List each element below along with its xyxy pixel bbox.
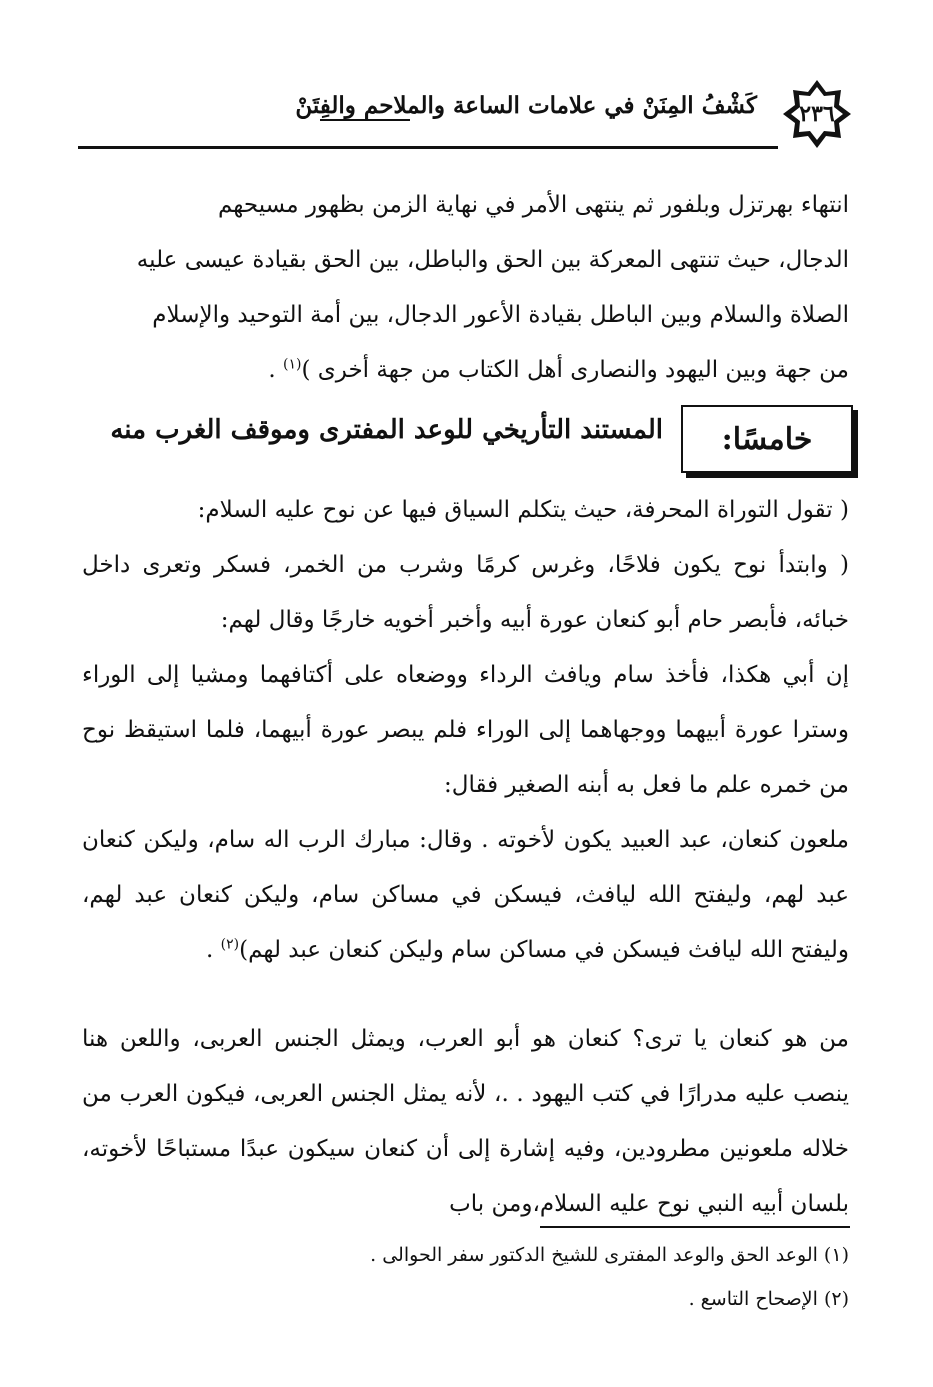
- footnote-1: (١) الوعد الحق والوعد المفترى للشيخ الدكتور سفر الحوالى .: [370, 1244, 849, 1266]
- final-paragraph: [82, 1012, 849, 1232]
- intro-paragraph: [82, 178, 849, 398]
- scripture-quote: [82, 483, 849, 978]
- curse-paragraph: [82, 813, 849, 978]
- footnote-2: (٢) الإصحاح التاسع .: [688, 1288, 849, 1310]
- section-label-box: خامسًا:: [681, 405, 853, 473]
- final-text: من هو كنعان يا ترى؟ كنعان هو أبو العرب، ويمثل الجنس العربى، واللعن هنا ينصب عليه مدرارًا في كتب اليهود . .، لأنه يمثل الجنس العربى، فيكون العرب من خلاله ملعونين مطرودين، وفيه إشارة إلى أن كنعان سيكون عبدًا مستباحًا لأخوته، بلسان أبيه النبي نوح عليه السلام،ومن باب: [82, 1026, 850, 1217]
- book-title: كَشْفُ المِنَنْ في علامات الساعة والملاحم والفِتَنْ: [295, 92, 757, 119]
- intro-line-text: من جهة وبين اليهود والنصارى أهل الكتاب من جهة أخرى ): [301, 357, 849, 383]
- intro-line-end: .: [268, 357, 284, 383]
- section-title: المستند التأريخي للوعد المفترى وموقف الغرب منه: [110, 415, 663, 445]
- footnote-ref: (٢): [220, 936, 240, 953]
- intro-line: [82, 343, 849, 398]
- quote-paragraph: ( تقول التوراة المحرفة، حيث يتكلم السياق فيها عن نوح عليه السلام:: [197, 497, 849, 523]
- quote-paragraph: ( وابتدأ نوح يكون فلاحًا، وغرس كرمًا وشرب من الخمر، فسكر وتعرى داخل خبائه، فأبصر حام أبو كنعان عورة أبيه وأخبر أخويه خارجًا وقال لهم:: [82, 552, 849, 633]
- page-number: ٢٣٦: [799, 101, 835, 127]
- curse-text: ملعون كنعان، عبد العبيد يكون لأخوته . وقال: مبارك الرب اله سام، وليكن كنعان عبد لهم، وليفتح الله ليافث، فيسكن في مساكن سام، وليكن كنعان عبد لهم، وليفتح الله ليافث فيسكن في مساكن سام وليكن كنعان عبد لهم): [82, 827, 849, 963]
- footnote-ref: (١): [283, 356, 302, 373]
- quote-paragraph: إن أبي هكذا، فأخذ سام ويافث الرداء ووضعاه على أكتافهما ومشيا إلى الوراء وسترا عورة أبيهما ووجهاهما إلى الوراء فلم يبصر عورة أبيهما، فلما استيقظ نوح من خمره علم ما فعل به أبنه الصغير فقال:: [82, 662, 849, 798]
- header-rule: [78, 146, 778, 149]
- intro-line: انتهاء بهرتزل وبلفور ثم ينتهى الأمر في نهاية الزمن بظهور مسيحهم: [217, 192, 849, 218]
- intro-line: الدجال، حيث تنتهى المعركة بين الحق والباطل، بين الحق بقيادة عيسى عليه: [136, 247, 849, 273]
- footnote-rule: [540, 1226, 850, 1228]
- section-heading: [100, 405, 853, 473]
- page-number-badge: [781, 78, 853, 150]
- page-header: [78, 78, 853, 150]
- title-dash: [320, 119, 410, 121]
- intro-line: الصلاة والسلام وبين الباطل بقيادة الأعور الدجال، بين أمة التوحيد والإسلام: [152, 302, 849, 328]
- curse-end: .: [206, 937, 221, 963]
